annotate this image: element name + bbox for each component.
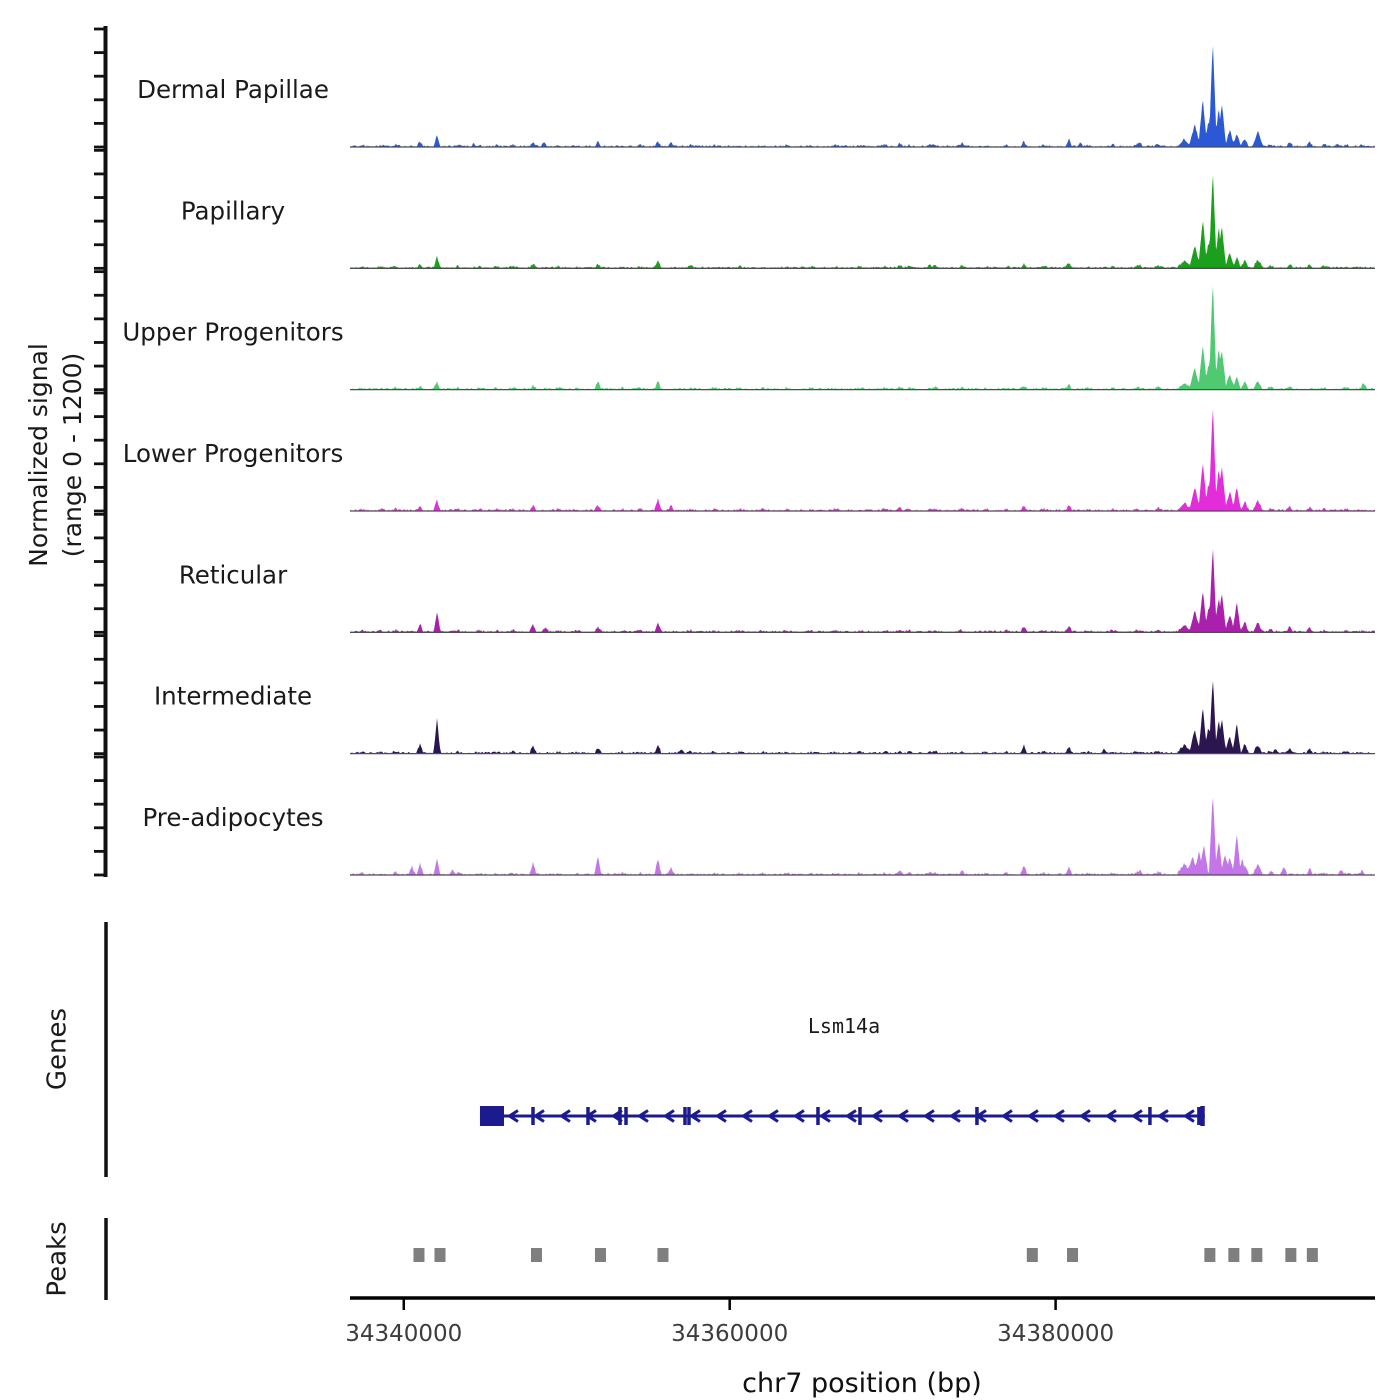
genes-section-label: Genes	[42, 1007, 73, 1091]
signal-y-axis	[94, 26, 106, 877]
peak-interval-rect	[531, 1248, 542, 1262]
signal-track-reticular	[179, 549, 1375, 632]
peak-interval-rect	[1228, 1248, 1239, 1262]
signal-area	[350, 549, 1375, 632]
gene-exon-tick	[683, 1107, 687, 1125]
signal-area	[350, 798, 1375, 875]
peak-interval-rect	[657, 1248, 668, 1262]
track-label: Reticular	[178, 560, 288, 590]
gene-exon-tick	[624, 1107, 628, 1125]
gene-exon-tick	[1148, 1107, 1152, 1125]
peak-interval-rect	[1204, 1248, 1215, 1262]
signal-track-lower-progenitors	[123, 409, 1375, 511]
peak-interval-rects	[413, 1248, 1317, 1262]
track-label: Dermal Papillae	[137, 75, 329, 104]
signal-area	[350, 681, 1375, 754]
peak-interval-rect	[595, 1248, 606, 1262]
signal-area	[350, 286, 1375, 390]
peaks-section	[43, 1218, 1318, 1300]
signal-track-pre-adipocytes	[142, 798, 1375, 875]
peak-interval-rect	[1307, 1248, 1318, 1262]
track-label: Papillary	[180, 196, 286, 226]
signal-area	[350, 409, 1375, 511]
peak-interval-rect	[413, 1248, 424, 1262]
x-axis	[345, 1298, 1375, 1399]
y-axis-label-line2: (range 0 - 1200)	[58, 352, 87, 558]
x-axis-tick-label: 34360000	[671, 1321, 789, 1347]
signal-area	[350, 46, 1375, 147]
gene-terminal-bar	[1200, 1106, 1205, 1126]
gene-first-exon-box	[480, 1106, 504, 1126]
track-label: Intermediate	[153, 681, 313, 711]
peaks-section-label: Peaks	[42, 1221, 73, 1297]
y-axis-label-line1: Normalized signal	[24, 343, 53, 567]
x-axis-tick-label: 34340000	[345, 1321, 463, 1347]
gene-model-lsm14a	[480, 1106, 1205, 1126]
peak-interval-rect	[1285, 1248, 1296, 1262]
signal-area	[350, 175, 1375, 268]
track-label: Lower Progenitors	[122, 438, 344, 468]
signal-track-dermal-papillae	[137, 46, 1375, 147]
peak-interval-rect	[1027, 1248, 1038, 1262]
track-label: Pre-adipocytes	[142, 802, 324, 832]
peak-interval-rect	[434, 1248, 445, 1262]
signal-track-papillary	[181, 175, 1375, 268]
x-axis-ticks	[345, 1298, 1114, 1347]
peak-interval-rect	[1067, 1248, 1078, 1262]
track-label: Upper Progenitors	[122, 317, 344, 347]
signal-track-intermediate	[154, 681, 1375, 754]
x-axis-tick-label: 34380000	[997, 1321, 1115, 1347]
gene-exon-tick	[1197, 1107, 1201, 1125]
peak-interval-rect	[1251, 1248, 1262, 1262]
signal-track-upper-progenitors	[122, 286, 1375, 390]
genes-section	[43, 922, 1205, 1177]
gene-name-label: Lsm14a	[807, 1014, 881, 1038]
signal-tracks	[122, 46, 1375, 875]
gene-exon-tick	[858, 1107, 862, 1125]
x-axis-title: chr7 position (bp)	[742, 1368, 982, 1399]
